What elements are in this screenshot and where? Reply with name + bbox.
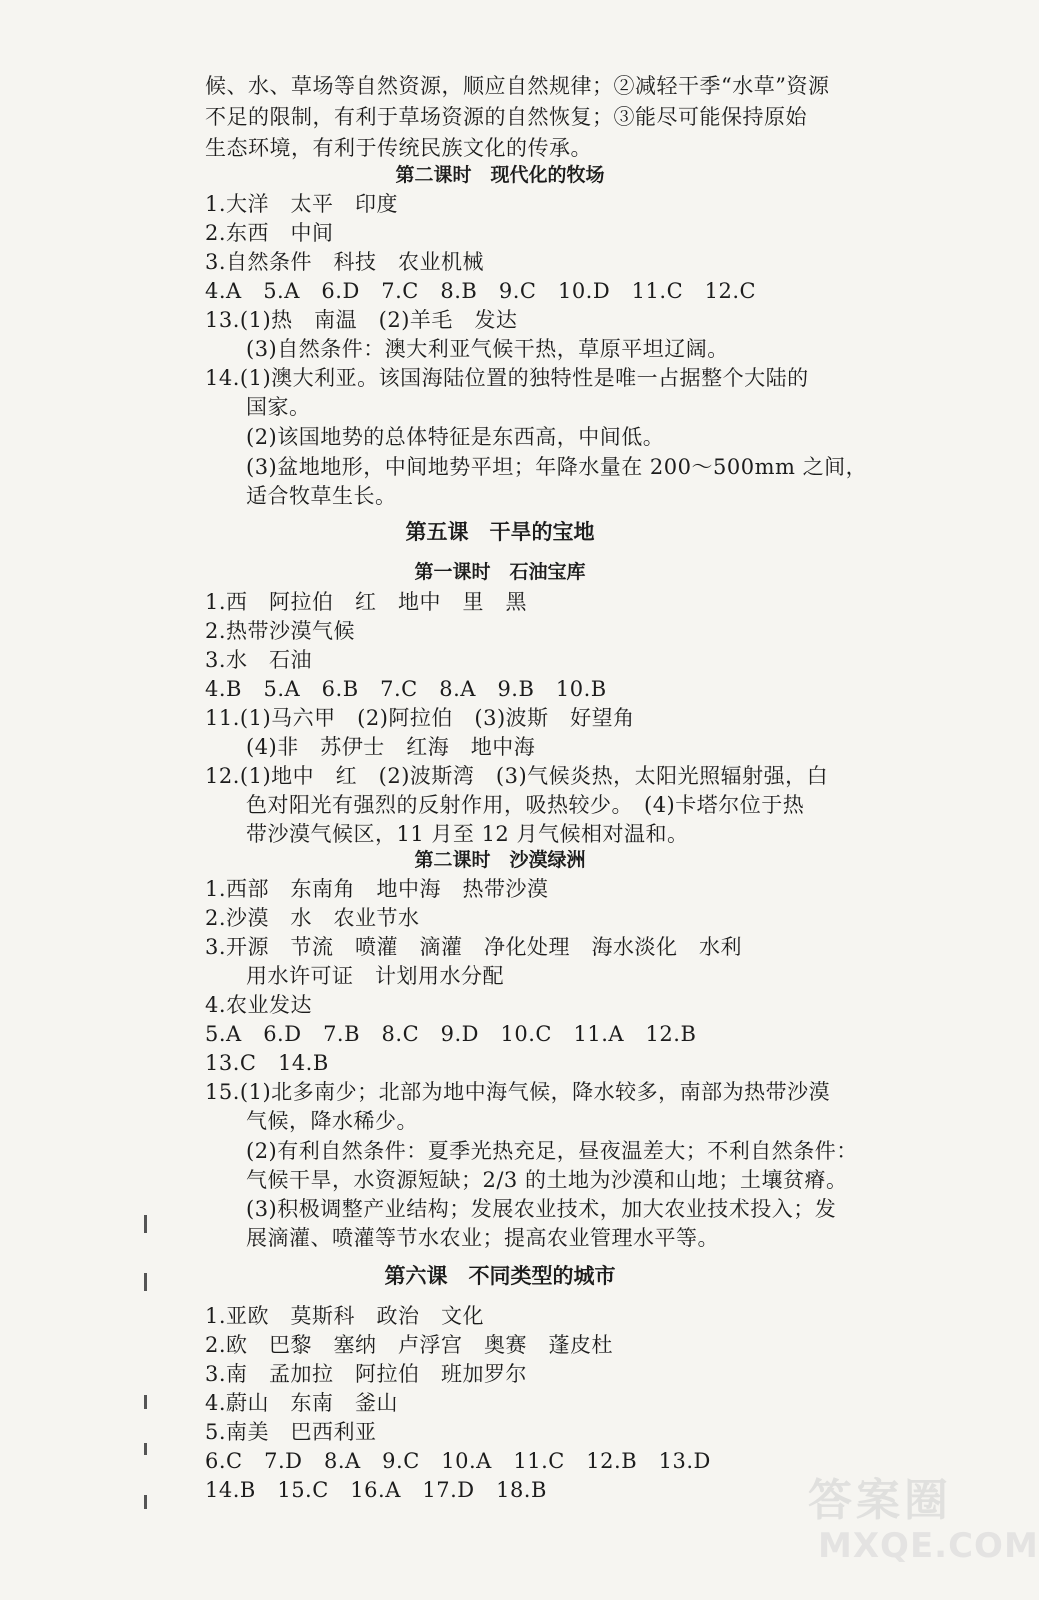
text-line: 国家。 [246,395,311,419]
binding-mark [144,1495,147,1509]
lesson-heading: 第五课 干旱的宝地 [405,520,595,544]
text-line: 2.东西 中间 [205,221,334,245]
text-line: 3.南 孟加拉 阿拉伯 班加罗尔 [205,1362,528,1386]
text-line: 4.农业发达 [205,993,313,1017]
section-heading: 第二课时 现代化的牧场 [395,164,605,186]
text-line: 4.蔚山 东南 釜山 [205,1391,399,1415]
text-line: 色对阳光有强烈的反射作用，吸热较少。 (4)卡塔尔位于热 [246,793,805,817]
binding-mark [144,1215,147,1233]
text-line: 3.开源 节流 喷灌 滴灌 净化处理 海水淡化 水利 [205,935,743,959]
watermark-top-text: 答案圈 [808,1475,952,1526]
text-line: 候、水、草场等自然资源，顺应自然规律；②减轻干季“水草”资源 [205,74,830,98]
text-line: 适合牧草生长。 [246,484,397,508]
section-heading: 第一课时 石油宝库 [414,561,586,583]
text-line: 气候干旱，水资源短缺；2/3 的土地为沙漠和山地；土壤贫瘠。 [246,1168,848,1192]
text-line: 不足的限制，有利于草场资源的自然恢复；③能尽可能保持原始 [205,105,807,129]
text-line: 1.西 阿拉伯 红 地中 里 黑 [205,590,528,614]
watermark-bottom-text: MXQE.COM [818,1526,1039,1566]
text-line: 1.大洋 太平 印度 [205,192,399,216]
margin-binding-marks [140,1195,160,1525]
text-line: (2)有利自然条件：夏季光热充足，昼夜温差大；不利自然条件： [246,1139,858,1163]
text-line: 14.B 15.C 16.A 17.D 18.B [205,1478,547,1502]
text-line: 4.A 5.A 6.D 7.C 8.B 9.C 10.D 11.C 12.C [205,279,757,303]
text-line: 展滴灌、喷灌等节水农业；提高农业管理水平等。 [246,1226,719,1250]
text-line: 3.自然条件 科技 农业机械 [205,250,485,274]
text-line: 2.欧 巴黎 塞纳 卢浮宫 奥赛 蓬皮杜 [205,1333,614,1357]
text-line: 5.A 6.D 7.B 8.C 9.D 10.C 11.A 12.B [205,1022,697,1046]
text-line: 2.沙漠 水 农业节水 [205,906,420,930]
text-line: 生态环境，有利于传统民族文化的传承。 [205,136,592,160]
text-line: (3)积极调整产业结构；发展农业技术，加大农业技术投入；发 [246,1197,837,1221]
text-line: 11.(1)马六甲 (2)阿拉伯 (3)波斯 好望角 [205,706,635,730]
text-line: (2)该国地势的总体特征是东西高，中间低。 [246,425,665,449]
text-line: (3)盆地地形，中间地势平坦；年降水量在 200～500mm 之间， [246,455,868,479]
binding-mark [144,1395,147,1409]
text-line: 6.C 7.D 8.A 9.C 10.A 11.C 12.B 13.D [205,1449,711,1473]
text-line: 1.亚欧 莫斯科 政治 文化 [205,1304,485,1328]
binding-mark [144,1443,147,1455]
text-line: 13.(1)热 南温 (2)羊毛 发达 [205,308,518,332]
lesson-heading: 第六课 不同类型的城市 [384,1264,616,1288]
watermark-logo [738,1458,1039,1578]
text-line: 3.水 石油 [205,648,313,672]
text-line: 气候，降水稀少。 [246,1109,418,1133]
text-line: 带沙漠气候区，11 月至 12 月气候相对温和。 [246,822,689,846]
text-line: 13.C 14.B [205,1051,329,1075]
text-line: 4.B 5.A 6.B 7.C 8.A 9.B 10.B [205,677,607,701]
binding-mark [144,1273,147,1291]
text-line: (3)自然条件：澳大利亚气候干热，草原平坦辽阔。 [246,337,729,361]
text-line: 2.热带沙漠气候 [205,619,356,643]
text-line: 12.(1)地中 红 (2)波斯湾 (3)气候炎热，太阳光照辐射强，白 [205,764,829,788]
text-line: (4)非 苏伊士 红海 地中海 [246,735,536,759]
text-line: 5.南美 巴西利亚 [205,1420,377,1444]
section-heading: 第二课时 沙漠绿洲 [414,849,586,871]
text-line: 14.(1)澳大利亚。该国海陆位置的独特性是唯一占据整个大陆的 [205,366,809,390]
text-line: 用水许可证 计划用水分配 [246,964,504,988]
text-line: 15.(1)北多南少；北部为地中海气候，降水较多，南部为热带沙漠 [205,1080,831,1104]
text-line: 1.西部 东南角 地中海 热带沙漠 [205,877,549,901]
